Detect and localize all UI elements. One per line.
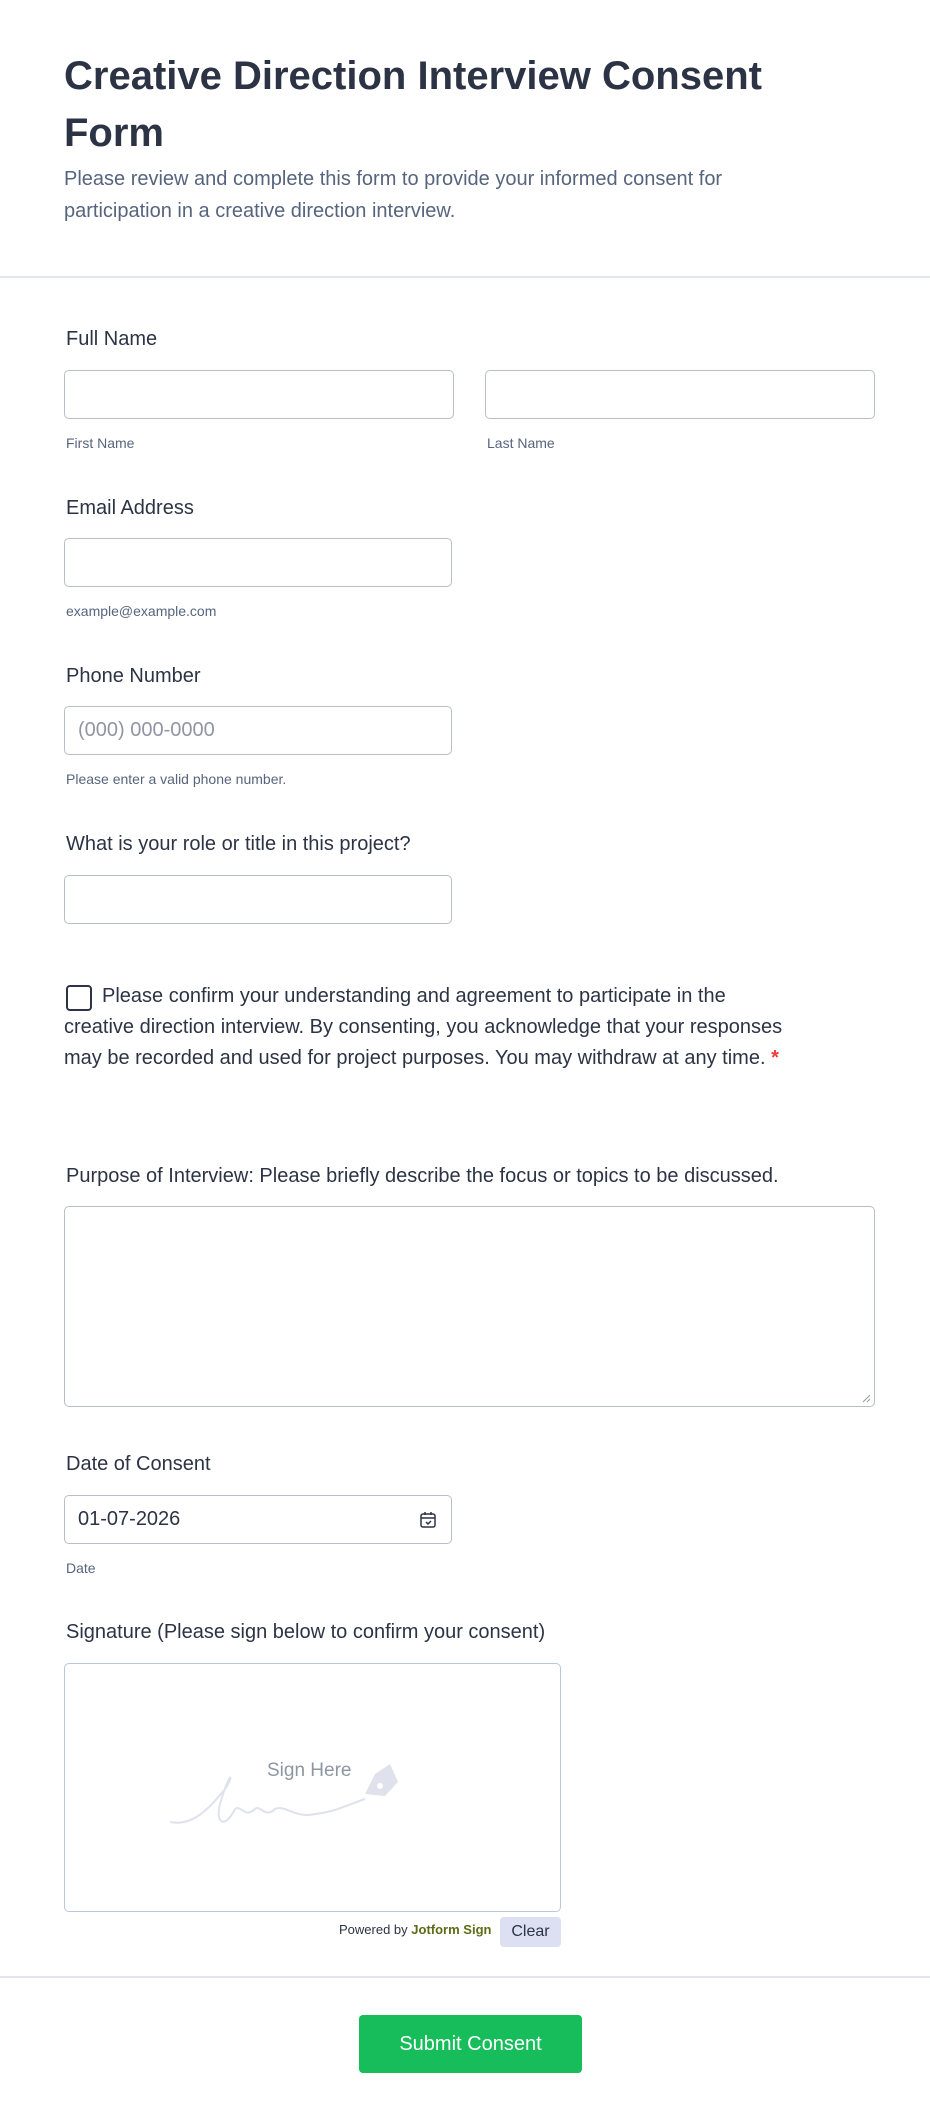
jotform-sign-link[interactable]: Jotform Sign: [411, 1922, 492, 1937]
consent-checkbox[interactable]: [66, 985, 92, 1011]
calendar-icon[interactable]: [418, 1510, 438, 1530]
phone-placeholder: (000) 000-0000: [78, 719, 215, 741]
form-title: Creative Direction Interview Consent Form: [64, 54, 762, 155]
required-mark: *: [771, 1047, 779, 1069]
signature-label: Signature (Please sign below to confirm your consent): [66, 1621, 546, 1643]
role-input[interactable]: [64, 875, 452, 924]
powered-by-text: Powered by: [339, 1922, 408, 1937]
email-sublabel: example@example.com: [66, 603, 217, 619]
last-name-sublabel: Last Name: [487, 435, 555, 451]
resize-handle-icon[interactable]: [862, 1394, 871, 1403]
date-value: 01-07-2026: [78, 1508, 181, 1530]
powered-by: [339, 1922, 491, 1937]
phone-sublabel: Please enter a valid phone number.: [66, 771, 287, 787]
signature-pad[interactable]: [64, 1663, 561, 1912]
first-name-sublabel: First Name: [66, 435, 135, 451]
phone-input[interactable]: [64, 706, 452, 755]
purpose-label: Purpose of Interview: Please briefly describe the focus or topics to be discussed.: [66, 1165, 779, 1187]
date-sublabel: Date: [66, 1560, 96, 1576]
last-name-input[interactable]: [485, 370, 875, 419]
submit-button[interactable]: Submit Consent: [359, 2015, 582, 2073]
consent-label: Please confirm your understanding and agreement to participate in the creative direction interview. By consenting, you acknowledge that your responses may be recorded and used for project purposes. You may withdraw at any time.: [64, 985, 783, 1069]
email-label: Email Address: [66, 497, 194, 519]
date-label: Date of Consent: [66, 1453, 211, 1475]
form-description: Please review and complete this form to provide your informed consent for participation in a creative direction interview.: [64, 168, 723, 222]
consent-text: [64, 981, 784, 1074]
email-input[interactable]: [64, 538, 452, 587]
first-name-input[interactable]: [64, 370, 454, 419]
sign-here-placeholder: Sign Here: [267, 1760, 352, 1781]
phone-label: Phone Number: [66, 665, 201, 687]
footer-divider: [0, 1976, 930, 1978]
purpose-textarea[interactable]: [64, 1206, 875, 1407]
header-divider: [0, 276, 930, 278]
signature-pen-icon: [170, 1764, 460, 1834]
full-name-label: Full Name: [66, 328, 158, 350]
role-label: What is your role or title in this project?: [66, 833, 411, 855]
date-input[interactable]: [64, 1495, 452, 1544]
clear-signature-button[interactable]: Clear: [500, 1917, 561, 1947]
